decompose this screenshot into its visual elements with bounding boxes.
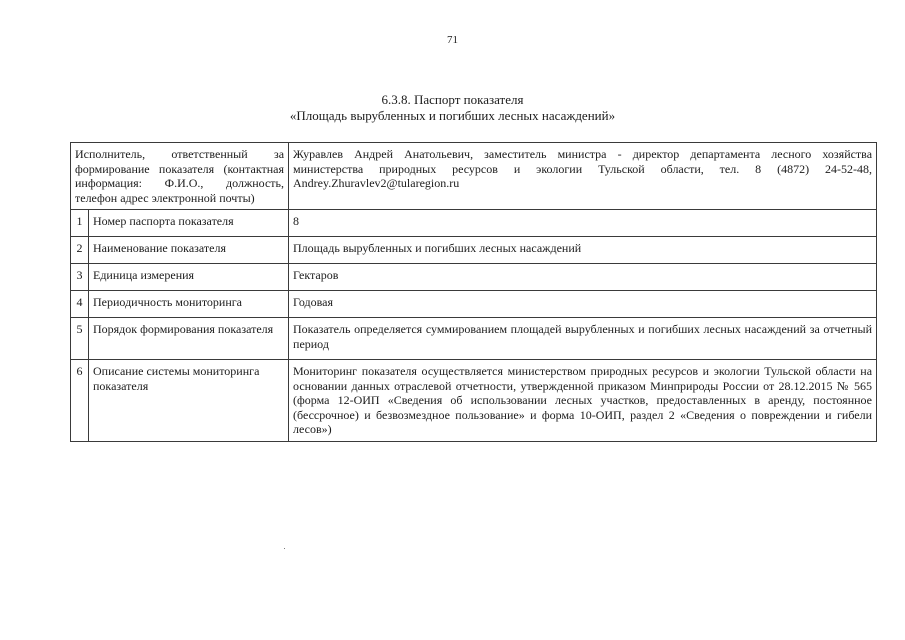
- table-row-executor: [71, 143, 877, 210]
- table-row: [71, 210, 877, 237]
- row-number: 4: [71, 291, 89, 318]
- executor-value: Журавлев Андрей Анатольевич, заместитель министра - директор департамента лесного хозяйства министерства природных ресурсов и экологии Тульской области, тел. 8 (4872) 24-52-48, Andrey.Zhuravlev2@tularegion.ru: [289, 143, 877, 210]
- row-label: Единица измерения: [89, 264, 289, 291]
- row-value: Мониторинг показателя осуществляется министерством природных ресурсов и экологии Тульской области на основании данных отраслевой отчетности, утвержденной приказом Минприроды России от 28.12.2015 № 565 (форма 12-ОИП «Сведения об использовании лесных участков, предоставленных в аренду, постоянное (бессрочное) и безвозмездное пользование» и форма 10-ОИП, раздел 2 «Сведения о повреждении и гибели лесов»): [289, 360, 877, 442]
- row-label: Порядок формирования показателя: [89, 318, 289, 360]
- section-title-line-2: «Площадь вырубленных и погибших лесных насаждений»: [289, 108, 616, 123]
- row-number: 6: [71, 360, 89, 442]
- table-row: [71, 360, 877, 442]
- row-label: Номер паспорта показателя: [89, 210, 289, 237]
- row-number: 3: [71, 264, 89, 291]
- row-number: 5: [71, 318, 89, 360]
- indicator-passport-table: [70, 142, 877, 442]
- row-value: Гектаров: [289, 264, 877, 291]
- section-title-line-1: 6.3.8. Паспорт показателя: [381, 92, 524, 107]
- row-label: Периодичность мониторинга: [89, 291, 289, 318]
- row-value: Годовая: [289, 291, 877, 318]
- table-row: [71, 318, 877, 360]
- row-label: Описание системы мониторинга показателя: [89, 360, 289, 442]
- table-row: [71, 264, 877, 291]
- executor-label: Исполнитель, ответственный за формирование показателя (контактная информация: Ф.И.О., должность, телефон адрес электронной почты): [71, 143, 289, 210]
- row-value: Показатель определяется суммированием площадей вырубленных и погибших лесных насаждений за отчетный период: [289, 318, 877, 360]
- row-value: Площадь вырубленных и погибших лесных насаждений: [289, 237, 877, 264]
- table-row: [71, 237, 877, 264]
- table-row: [71, 291, 877, 318]
- section-title: [0, 92, 905, 124]
- scan-speck: [284, 548, 285, 549]
- page-number: 71: [447, 34, 458, 46]
- row-number: 1: [71, 210, 89, 237]
- row-number: 2: [71, 237, 89, 264]
- row-label: Наименование показателя: [89, 237, 289, 264]
- row-value: 8: [289, 210, 877, 237]
